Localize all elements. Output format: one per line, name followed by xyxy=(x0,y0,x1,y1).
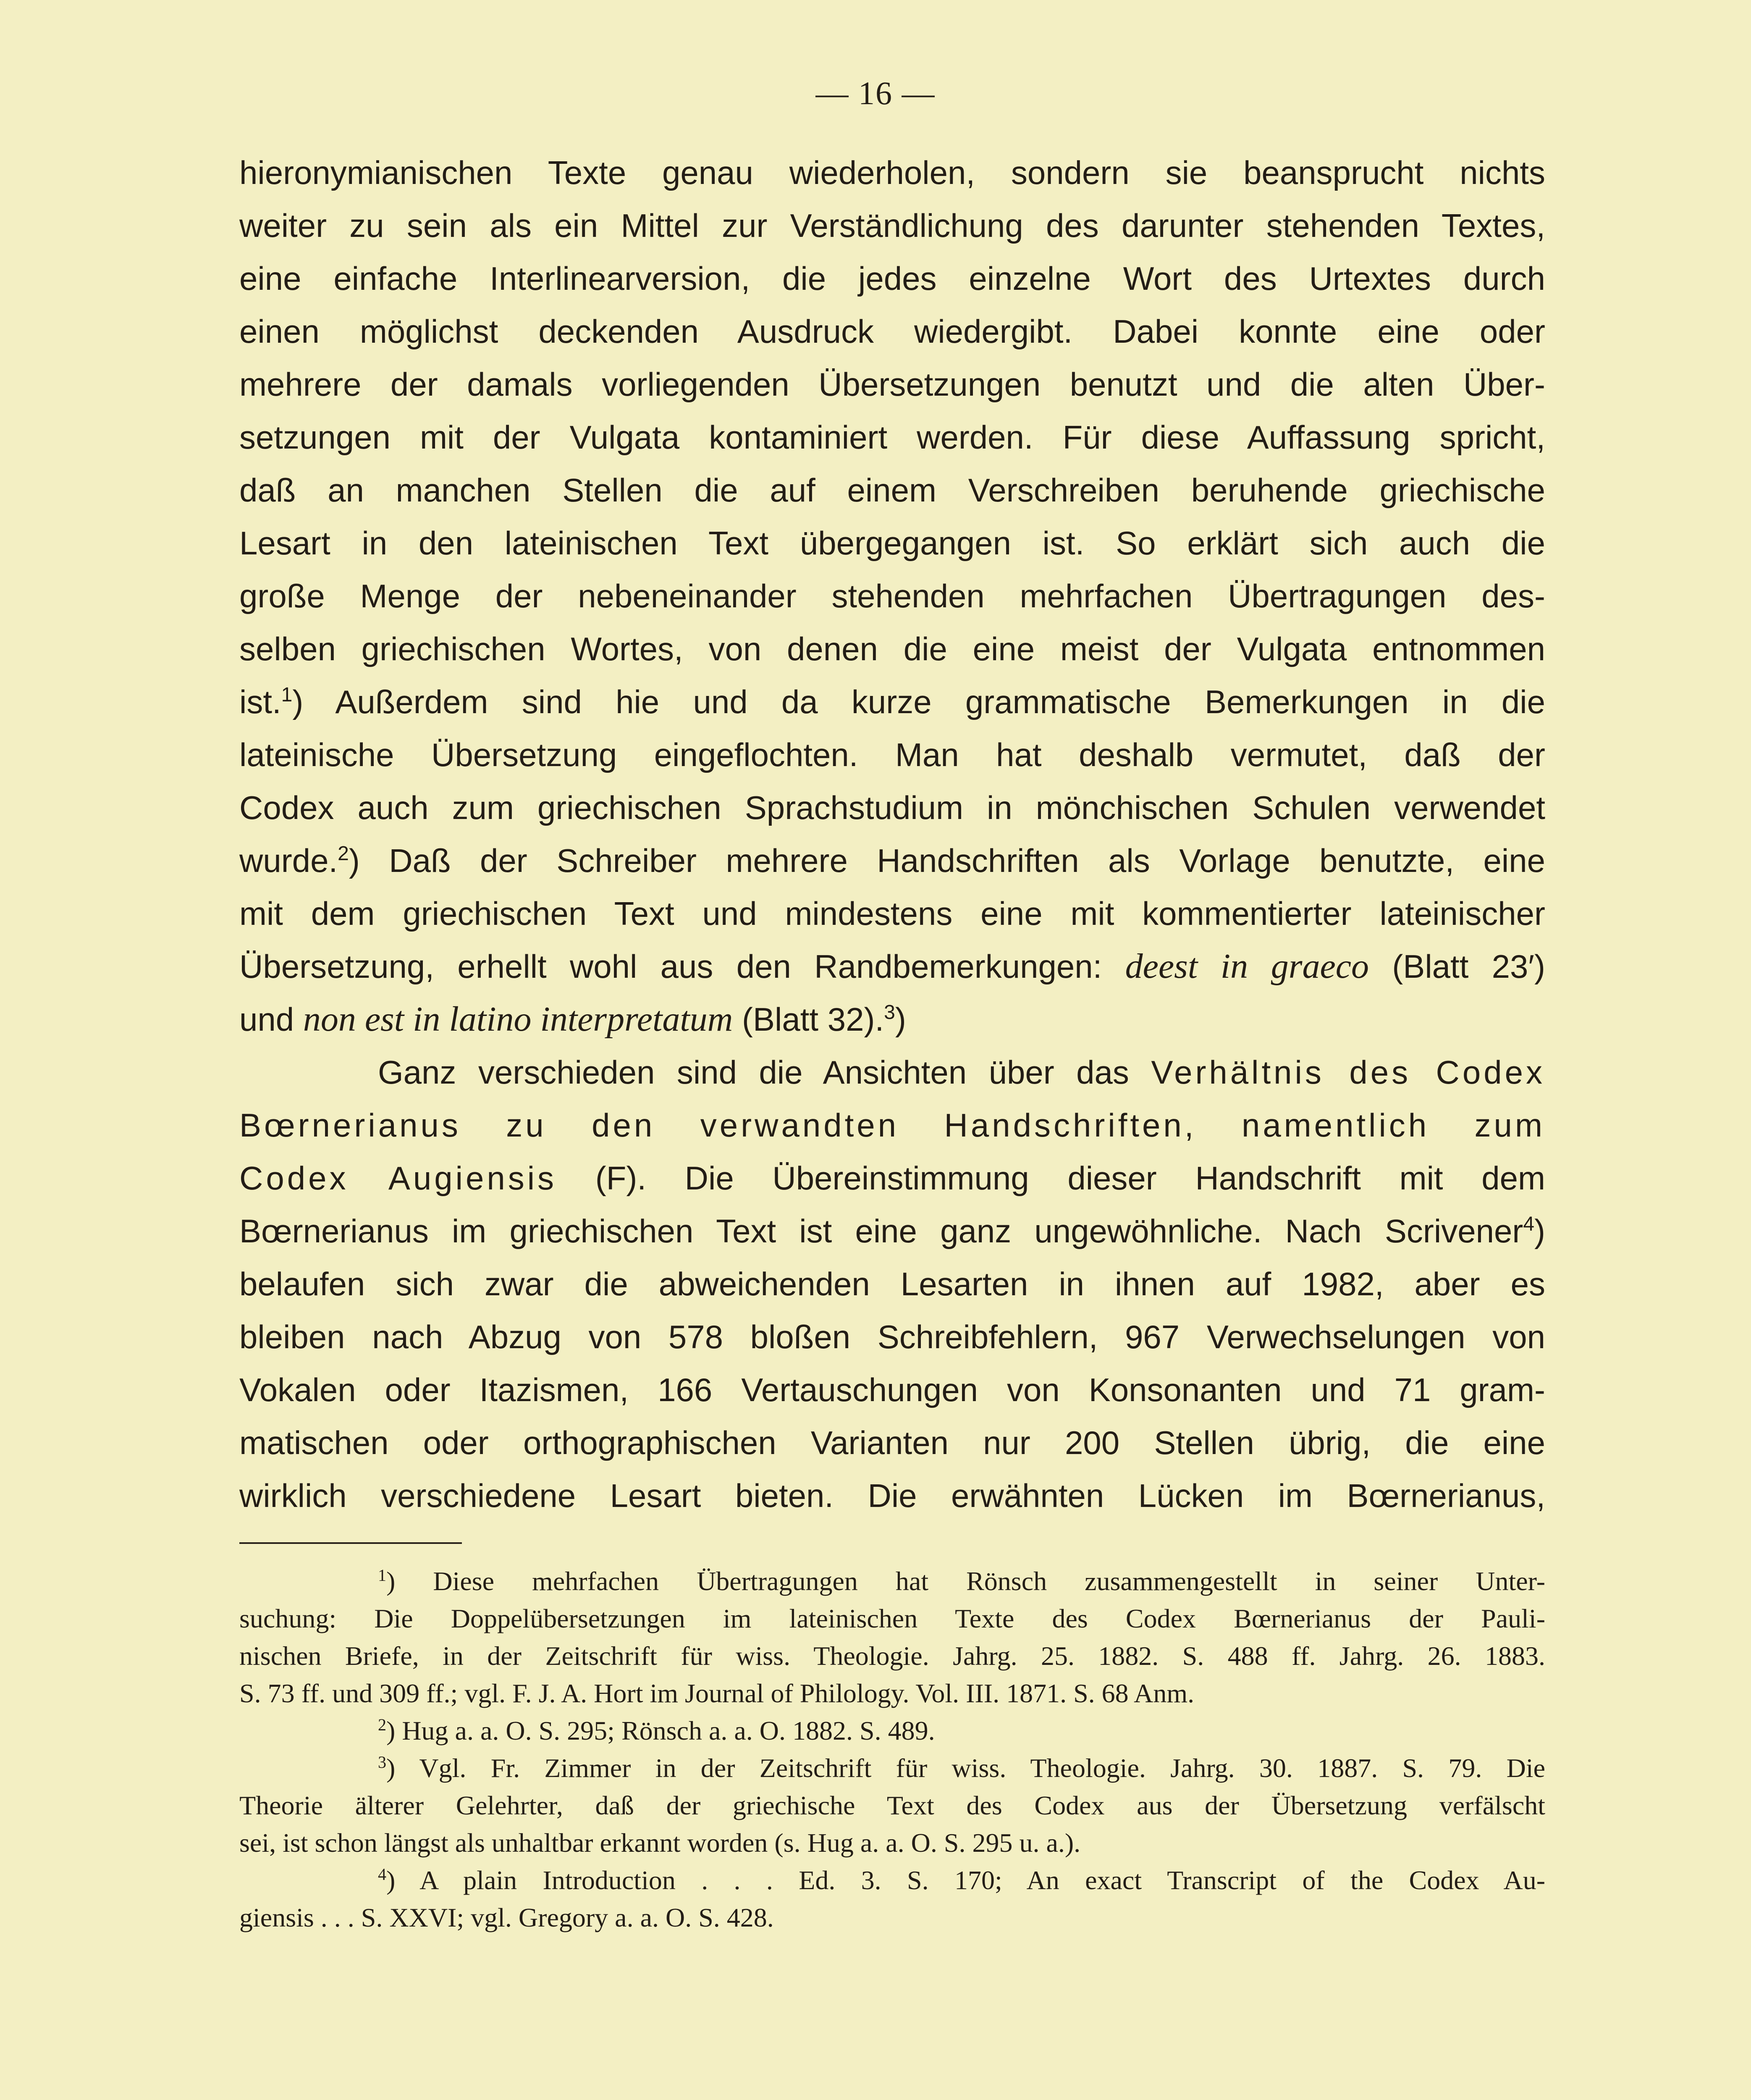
footnote-mark: 1 xyxy=(378,1566,386,1585)
page-number: — 16 — xyxy=(815,75,936,111)
text-segment: ) xyxy=(895,1001,906,1038)
footnote-2 xyxy=(239,1712,1545,1749)
footnotes xyxy=(239,1562,1545,1936)
footnote-mark: 3 xyxy=(378,1753,386,1772)
text-line: Lesart in den lateinischen Text übergegangen ist. So erklärt sich auch die xyxy=(239,525,1545,562)
footnote-line: nischen Briefe, in der Zeitschrift für wiss. Theologie. Jahrg. 25. 1882. S. 488 ff. Jahrg. 26. 1883. xyxy=(239,1641,1545,1671)
text-line: daß an manchen Stellen die auf einem Verschreiben beruhende griechische xyxy=(239,472,1545,509)
text-line: wirklich verschiedene Lesart bieten. Die erwähnten Lücken im Bœrnerianus, xyxy=(239,1477,1545,1514)
footnote-line: suchung: Die Doppelübersetzungen im lateinischen Texte des Codex Bœrnerianus der Pauli- xyxy=(239,1604,1545,1633)
footnote-line xyxy=(239,1749,1545,1787)
text-line: bleiben nach Abzug von 578 bloßen Schreibfehlern, 967 Verwechselungen von xyxy=(239,1318,1545,1355)
text-line xyxy=(239,993,1545,1046)
text-line xyxy=(239,1046,1545,1099)
italic-quote: deest in graeco xyxy=(1125,947,1369,986)
text-line: eine einfache Interlinearversion, die jedes einzelne Wort des Urtextes durch xyxy=(239,260,1545,297)
footnote-ref: 3 xyxy=(884,1001,895,1024)
text-segment: (Blatt 32). xyxy=(742,1001,884,1038)
text-segment: ) Hug a. a. O. S. 295; Rönsch a. a. O. 1882. S. 489. xyxy=(386,1716,935,1746)
text-line xyxy=(239,675,1545,728)
text-line: große Menge der nebeneinander stehenden mehrfachen Übertragungen des- xyxy=(239,578,1545,614)
text-line xyxy=(239,834,1545,887)
text-segment: ) Diese mehrfachen Übertragungen hat Rönsch zusammengestellt in seiner Unter- xyxy=(386,1566,1545,1596)
footnote-line xyxy=(239,1861,1545,1899)
footnote-mark: 2 xyxy=(378,1715,386,1734)
text-segment: Ganz verschieden sind die Ansichten über das xyxy=(378,1054,1129,1091)
text-segment: wurde. xyxy=(239,842,338,879)
text-line: Bœrnerianus zu den verwandten Handschriften, namentlich zum xyxy=(239,1107,1545,1144)
paragraph-1 xyxy=(239,146,1545,1046)
text-line: matischen oder orthographischen Varianten nur 200 Stellen übrig, die eine xyxy=(239,1424,1545,1461)
text-line: lateinische Übersetzung eingeflochten. Man hat deshalb vermutet, daß der xyxy=(239,736,1545,773)
text-line xyxy=(239,1152,1545,1205)
text-line: Codex auch zum griechischen Sprachstudium in mönchischen Schulen verwendet xyxy=(239,789,1545,826)
text-line: Vokalen oder Itazismen, 166 Vertauschungen von Konsonanten und 71 gram- xyxy=(239,1371,1545,1408)
text-segment: und xyxy=(239,1001,294,1038)
footnote-line: Theorie älterer Gelehrter, daß der griechische Text des Codex aus der Übersetzung verfälscht xyxy=(239,1790,1545,1820)
footnote-4 xyxy=(239,1861,1545,1936)
text-segment: ) A plain Introduction . . . Ed. 3. S. 170; An exact Transcript of the Codex Au- xyxy=(386,1865,1545,1895)
text-segment: ist. xyxy=(239,683,281,720)
footnote-line: giensis . . . S. XXVI; vgl. Gregory a. a. O. S. 428. xyxy=(239,1903,774,1932)
text-line: mit dem griechischen Text und mindestens eine mit kommentierter lateinischer xyxy=(239,895,1545,932)
footnote-line xyxy=(239,1562,1545,1600)
text-line xyxy=(239,1205,1545,1257)
footnote-ref: 1 xyxy=(281,684,293,706)
text-segment: ) xyxy=(1534,1213,1545,1250)
footnote-1 xyxy=(239,1562,1545,1712)
footnote-ref: 2 xyxy=(338,843,349,865)
footnote-separator xyxy=(239,1542,462,1544)
text-line: einen möglichst deckenden Ausdruck wiedergibt. Dabei konnte eine oder xyxy=(239,313,1545,350)
text-segment: (F). Die Übereinstimmung dieser Handschrift mit dem xyxy=(595,1160,1545,1197)
text-segment: ) Außerdem sind hie und da kurze grammatische Bemerkungen in die xyxy=(292,683,1545,720)
text-line: belaufen sich zwar die abweichenden Lesarten in ihnen auf 1982, aber es xyxy=(239,1265,1545,1302)
text-segment: Übersetzung, erhellt wohl aus den Randbemerkungen: xyxy=(239,948,1102,985)
text-segment: (Blatt 23′) xyxy=(1392,948,1546,985)
footnote-ref: 4 xyxy=(1523,1213,1535,1235)
footnote-line: sei, ist schon längst als unhaltbar erkannt worden (s. Hug a. a. O. S. 295 u. a.). xyxy=(239,1828,1081,1858)
spaced-text: Codex Augiensis xyxy=(239,1160,557,1197)
spaced-text: Verhältnis des Codex xyxy=(1151,1054,1545,1091)
main-text xyxy=(239,146,1545,1522)
text-line: mehrere der damals vorliegenden Übersetzungen benutzt und die alten Über- xyxy=(239,366,1545,403)
text-segment: ) Daß der Schreiber mehrere Handschriften als Vorlage benutzte, eine xyxy=(349,842,1545,879)
footnote-line: S. 73 ff. und 309 ff.; vgl. F. J. A. Hort im Journal of Philology. Vol. III. 1871. S. 68 Anm. xyxy=(239,1678,1195,1708)
footnote-mark: 4 xyxy=(378,1865,386,1884)
text-line: weiter zu sein als ein Mittel zur Verständlichung des darunter stehenden Textes, xyxy=(239,207,1545,244)
text-segment: ) Vgl. Fr. Zimmer in der Zeitschrift für wiss. Theologie. Jahrg. 30. 1887. S. 79. Die xyxy=(386,1753,1545,1783)
italic-quote: non est in latino interpretatum xyxy=(303,1000,733,1039)
text-segment: Bœrnerianus im griechischen Text ist eine ganz ungewöhnliche. Nach Scrivener xyxy=(239,1213,1523,1250)
paragraph-2 xyxy=(239,1046,1545,1522)
footnote-3 xyxy=(239,1749,1545,1861)
footnote-line xyxy=(239,1712,1545,1749)
text-line: selben griechischen Wortes, von denen die eine meist der Vulgata entnommen xyxy=(239,630,1545,667)
text-line xyxy=(239,940,1545,993)
text-line: setzungen mit der Vulgata kontaminiert werden. Für diese Auffassung spricht, xyxy=(239,419,1545,456)
text-line: hieronymianischen Texte genau wiederholen, sondern sie beansprucht nichts xyxy=(239,154,1545,191)
